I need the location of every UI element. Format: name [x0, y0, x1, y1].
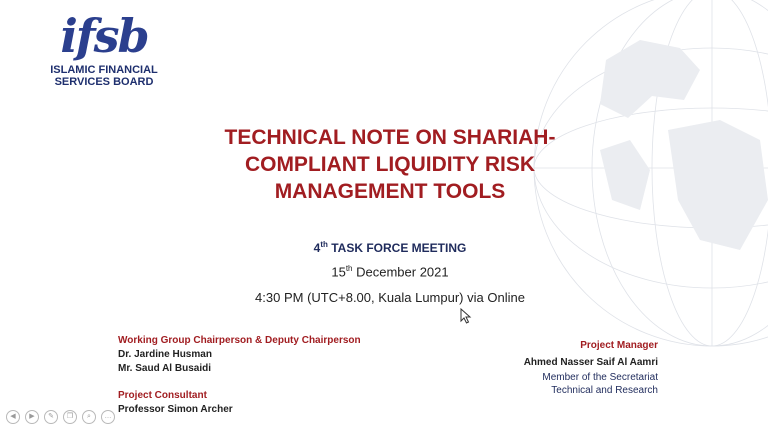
meeting-label: TASK FORCE MEETING: [331, 241, 467, 255]
copy-slide-icon[interactable]: ❐: [63, 410, 77, 424]
title-line3: MANAGEMENT TOOLS: [274, 180, 506, 203]
date-day: 15: [331, 264, 346, 280]
title-line1: TECHNICAL NOTE ON SHARIAH-: [224, 126, 556, 149]
mouse-cursor-icon: [460, 308, 472, 324]
logo-text-line1: ISLAMIC FINANCIAL: [50, 64, 158, 76]
zoom-icon[interactable]: ⌕: [82, 410, 96, 424]
next-icon[interactable]: ▶: [25, 410, 39, 424]
project-manager-label: Project Manager: [580, 340, 658, 351]
logo-text-line2: SERVICES BOARD: [54, 76, 154, 88]
working-group-member: Dr. Jardine Husman: [118, 349, 212, 360]
ifsb-logo: [44, 10, 164, 90]
working-group-label: Working Group Chairperson & Deputy Chairperson: [118, 335, 361, 346]
date-rest: December 2021: [356, 264, 449, 280]
logo-text: [44, 64, 164, 88]
meeting-time: 4:30 PM (UTC+8.00, Kuala Lumpur) via Online: [255, 290, 525, 305]
presenter-toolbar: [6, 410, 115, 424]
title-line2: COMPLIANT LIQUIDITY RISK: [244, 153, 536, 176]
meeting-number: 4: [313, 241, 321, 255]
project-manager-block: [524, 339, 658, 397]
project-consultant-label: Project Consultant: [118, 390, 207, 401]
more-icon[interactable]: …: [101, 410, 115, 424]
working-group-member: Mr. Saud Al Busaidi: [118, 363, 211, 374]
meeting-date: [250, 264, 530, 279]
previous-icon[interactable]: ◀: [6, 410, 20, 424]
meeting-heading: [250, 240, 530, 255]
project-manager-role: Member of the Secretariat: [542, 372, 658, 383]
logo-mark: ifsb: [60, 9, 148, 63]
meeting-number-suffix: th: [320, 240, 328, 249]
project-manager-department: Technical and Research: [551, 385, 658, 396]
date-day-suffix: th: [345, 264, 353, 273]
pen-icon[interactable]: ✎: [44, 410, 58, 424]
project-consultant-name: Professor Simon Archer: [118, 404, 233, 415]
project-manager-name: Ahmed Nasser Saif Al Aamri: [523, 357, 658, 368]
slide-title: [190, 124, 590, 205]
